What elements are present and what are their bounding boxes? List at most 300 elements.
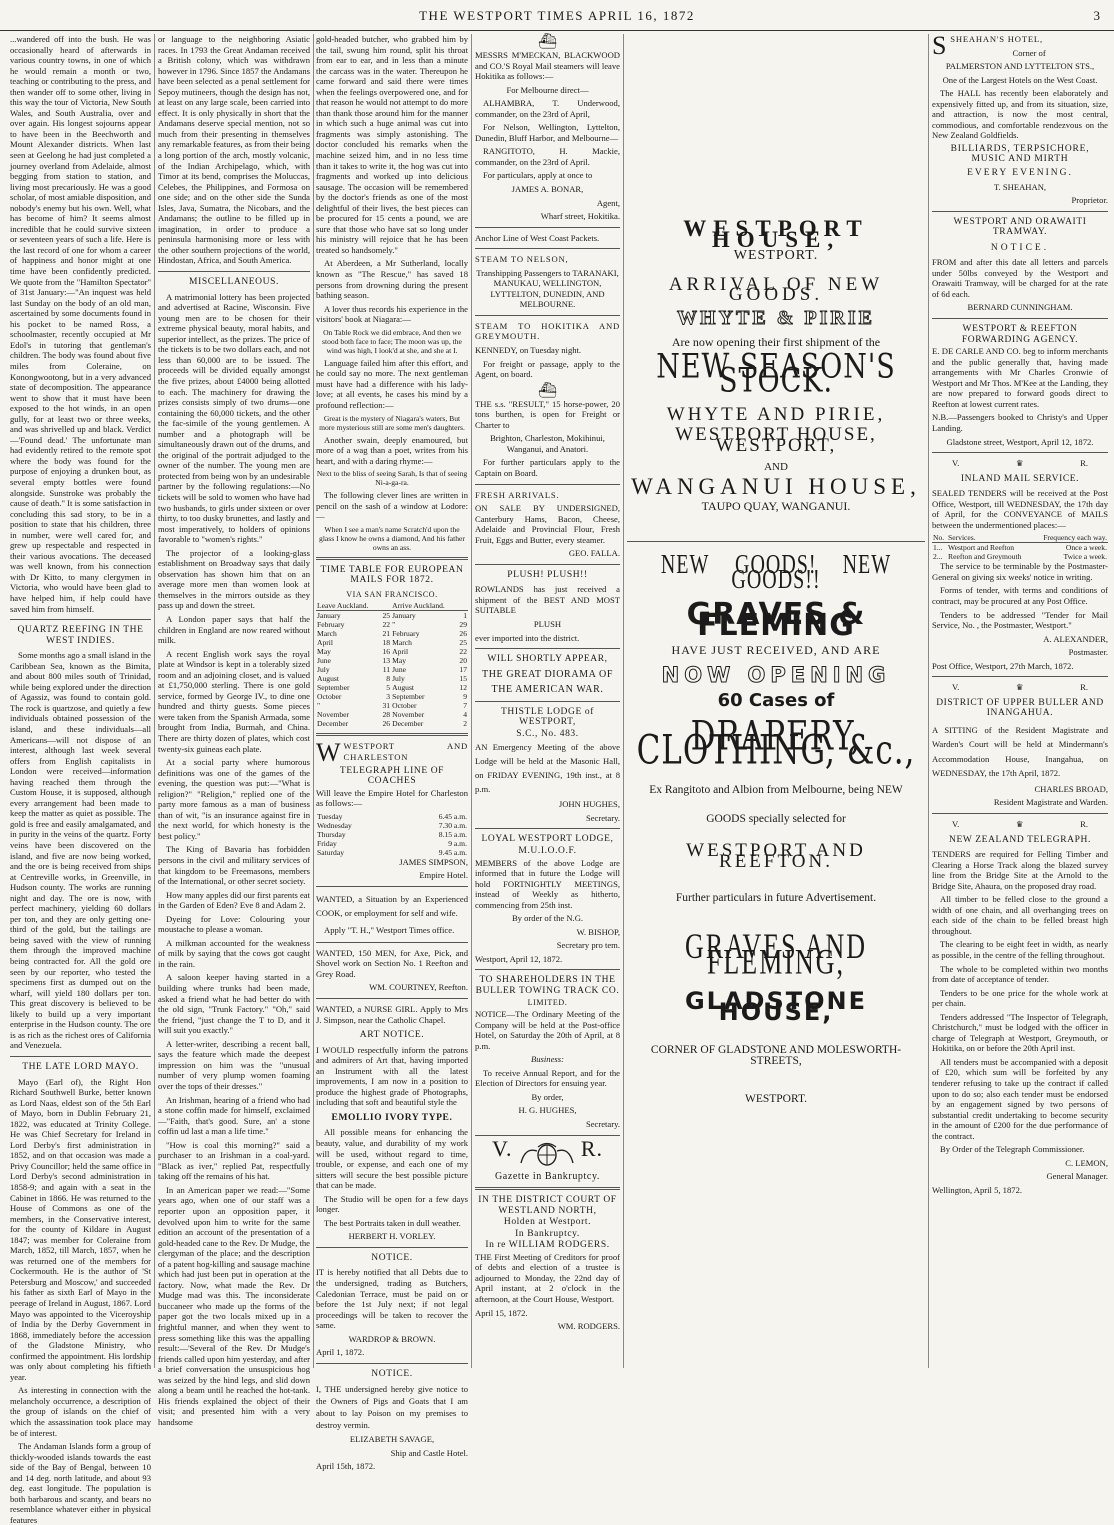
mail-service-cell: Once a week.: [1065, 543, 1107, 553]
hotel-proprietor: Proprietor.: [1071, 195, 1108, 206]
timetable-cell: 25: [382, 611, 391, 621]
masthead: [0, 0, 1114, 31]
westport-house-subtitle: WESTPORT.: [733, 248, 819, 264]
telegraph-by: By Order of the Telegraph Commissioner.: [940, 1144, 1085, 1155]
tramway-signature: BERNARD CUNNINGHAM.: [967, 302, 1073, 313]
towing-by: By order,: [531, 1091, 564, 1102]
article-paragraph: Dyeing for Love: Colouring your moustache to please a woman.: [158, 913, 310, 935]
loyal-lodge-signature: W. BISHOP,: [576, 926, 620, 937]
mail-service-cell: 2...: [933, 552, 943, 562]
crest-icon: ♛: [1015, 818, 1024, 829]
timetable-row: [316, 665, 468, 674]
steamer-ad-line: RANGITOTO, H. Mackie, commander, on the 23rd of April.: [475, 146, 620, 167]
towing-limited: LIMITED.: [527, 997, 568, 1007]
coach-cell: Thursday: [317, 829, 346, 839]
steamer-ad: MESSRS M'MECKAN, BLACKWOOD and CO.'S Royal Mail steamers will leave Hokitika as follows:—: [475, 50, 620, 82]
article-paragraph: gold-headed butcher, who grabbed him by the tail, swung him round, split his throat from ear to ear, and in less than a minute the carcass was in the water. Thereupon he came forward and said there were times when the feelings overpowered one, and for that reason he would not attempt to do more than thank those around him for the manner in which such a huge animal was cut into fragments was simply astonishing. The doctor concluded his remarks when the machine seized him, and in no less time than it takes to write it, the hog was cut into fragments and worked up into delicious sausage. The occasion will be remembered by the doctor's friends as one of the most delightful of their lives, the best pieces can be procured for 15 cents a pound, we are sure that those who have sat so long under his ministry will rejoice that he has been treated so handsomely.": [316, 34, 468, 255]
new-season-stock: NEW SEASON'S STOCK.: [656, 347, 896, 400]
graves-fleming-name: GRAVES AND FLEMING,: [684, 925, 868, 982]
timetable-row: [316, 719, 468, 728]
hotel-signature: T. SHEAHAN,: [993, 181, 1047, 192]
royal-cipher: V. ♛ R.: [952, 458, 1088, 469]
divider: [932, 318, 1108, 319]
column-rule: [154, 34, 155, 1368]
mail-service-cell: Twice a week.: [1063, 552, 1107, 562]
divider: [475, 701, 620, 702]
mail-service-row: [932, 552, 1108, 561]
divider: [475, 315, 620, 316]
timetable-cell: 22: [459, 647, 467, 657]
timetable-title: TIME TABLE FOR EUROPEAN MAILS FOR 1872.: [320, 564, 464, 586]
plush-word: PLUSH: [533, 618, 562, 629]
article-paragraph: A saloon keeper having started in a building where trunks had been made, asked a friend what he had better do with the old sign, "Trunk Factory." "Oh," said the friend, "just change the T to D, and it will suit you exactly.": [158, 972, 310, 1036]
timetable-row: [316, 692, 468, 701]
coach-row: [316, 848, 468, 857]
timetable-cell: June: [317, 656, 331, 666]
coach-row: [316, 839, 468, 848]
coach-row: [316, 821, 468, 830]
steam-ad-title: STEAM TO NELSON,: [475, 254, 569, 265]
new-goods-headline: NEW GOODS! NEW GOODS!!: [660, 550, 892, 595]
loyal-lodge-subtitle: M.U.I.O.O.F.: [518, 845, 577, 856]
cases-text: 60 Cases of: [717, 690, 835, 712]
steam-ad-body: For freight or passage, apply to the Agent, on board.: [475, 358, 620, 380]
timetable-cell: 16: [382, 647, 391, 657]
page-number: 3: [1093, 8, 1100, 23]
column-3: [316, 34, 468, 1472]
loyal-lodge-body: MEMBERS of the above Lodge are informed that in future the Lodge will hold FORTNIGHTLY MEETINGS, instead of Weekly as hitherto, commencing from 25th inst.: [475, 857, 620, 910]
telegraph-body: Tenders addressed "The Inspector of Telegraph, Christchurch," must be lodged with the officer in charge of Telegraph at Westport, Greymouth, or Hokitika, on or before the 20th April inst.: [932, 1011, 1108, 1054]
timetable-cell: July: [392, 674, 405, 684]
divider: [316, 733, 468, 736]
selected-text: GOODS specially selected for: [706, 812, 846, 825]
steamship-icon: ⛴: [537, 34, 558, 50]
diorama-title: THE GREAT DIORAMA OF: [482, 668, 613, 680]
timetable-cell: 3: [386, 692, 391, 702]
divider: [475, 248, 620, 249]
timetable-cell: 25: [459, 638, 467, 648]
crest-icon: [515, 1141, 579, 1167]
art-signature: HERBERT H. VORLEY.: [348, 1231, 436, 1242]
coach-intro: Will leave the Empire Hotel for Charleston as follows:—: [316, 787, 468, 809]
steamship-icon: ⛴: [537, 382, 558, 399]
telegraph-manager: General Manager.: [1046, 1171, 1108, 1182]
westport-house-title: WESTPORT HOUSE,: [683, 216, 869, 252]
timetable-cell: 12: [459, 683, 467, 693]
timetable-row: [316, 638, 468, 647]
coach-cell: Friday: [317, 838, 337, 848]
towing-signature: H. G. HUGHES,: [518, 1105, 577, 1116]
timetable-cell: February: [317, 620, 345, 630]
wanted-ad-signature: WM. COURTNEY, Reefton.: [369, 982, 468, 993]
royal-cipher: V. ♛ R.: [952, 682, 1088, 693]
notice-date: April 15th, 1872.: [316, 1461, 376, 1472]
poem: Next to the bliss of seeing Sarah, Is that of seeing Ni-a-ga-ra.: [316, 469, 468, 488]
towing-business: Business:: [531, 1054, 564, 1065]
timetable-row: [316, 683, 468, 692]
timetable-cell: 7: [463, 701, 467, 711]
timetable-cell: 31: [382, 701, 391, 711]
loyal-lodge-date: Westport, April 12, 1872.: [475, 953, 563, 964]
art-notice: The Studio will be open for a few days longer.: [316, 1193, 468, 1215]
gazette-title: Gazette in Bankruptcy.: [494, 1170, 601, 1182]
court-case: In re WILLIAM RODGERS.: [485, 1240, 610, 1251]
district-signature: CHARLES BROAD,: [1034, 783, 1108, 794]
coach-schedule: [316, 812, 468, 857]
district-magistrate: Resident Magistrate and Warden.: [993, 797, 1108, 808]
coach-cell: 7.30 a.m.: [438, 820, 467, 830]
and-text: AND: [764, 460, 788, 473]
article-paragraph: The projector of a looking-glass establishment on Broadway says that daily observation has shown him that on an average more men than women look at themselves in the mirrors outside as they pass up and down the street.: [158, 547, 310, 611]
timetable-cell: 1: [463, 611, 467, 621]
court-body: THE First Meeting of Creditors for proof of debts and election of a trustee is adjourned to Monday, the 22nd day of April instant, at 2 o'clock in the afternoon, at the Court House, Westport.: [475, 1251, 620, 1305]
steamer-agent-title: Agent,: [596, 197, 620, 208]
loyal-lodge-title: LOYAL WESTPORT LODGE,: [481, 834, 614, 845]
mail-address: Post Office, Westport, 27th March, 1872.: [932, 660, 1074, 671]
wanted-ad-contact: Apply "T. H.," Westport Times office.: [324, 924, 455, 935]
timetable-cell: ": [392, 620, 396, 630]
steamer-agent-address: Wharf street, Hokitika.: [540, 211, 620, 222]
telegraph-signature: C. LEMON,: [1065, 1157, 1108, 1168]
hotel-every-evening: EVERY EVENING.: [967, 168, 1073, 179]
timetable-row: [316, 629, 468, 638]
timetable-cell: April: [392, 647, 409, 657]
column-6: [932, 31, 1108, 1368]
column-rule: [313, 34, 314, 1368]
timetable-row: [316, 620, 468, 629]
mail-service-cell: 1...: [933, 543, 943, 553]
timetable-cell: October: [317, 692, 342, 702]
anchor-line: Anchor Line of West Coast Packets.: [475, 232, 600, 243]
timetable-row: [316, 710, 468, 719]
crest-icon: ♛: [1015, 458, 1024, 469]
divider: [475, 564, 620, 565]
divider: [932, 676, 1108, 677]
divider: [316, 557, 468, 560]
timetable-cell: October: [392, 701, 417, 711]
diorama-announce: WILL SHORTLY APPEAR,: [487, 654, 608, 665]
crest-icon: ♛: [1015, 682, 1024, 693]
steamer-ad-line: For particulars, apply at once to: [483, 170, 593, 181]
steam-ad-body: KENNEDY, on Tuesday night.: [475, 345, 582, 356]
art-notice: I WOULD respectfully inform the patrons and admirers of Art that, having imported an Instrument with all the latest improvements, I am now in a position to produce the highest grade of Photographs, including that soft and beautiful style the: [316, 1044, 468, 1108]
timetable-cell: August: [392, 683, 415, 693]
timetable-cell: 15: [459, 674, 467, 684]
mail-services-table: No. Services. Frequency each way. 1... Westport and Reefton Once a week. 2... Reefton and Greymouth Twice a week.: [933, 533, 1107, 562]
arrival-headline: ARRIVAL OF NEW GOODS.: [668, 273, 884, 306]
telegraph-date: Wellington, April 5, 1872.: [932, 1184, 1023, 1195]
mail-service-cell: Reefton and Greymouth: [948, 552, 1022, 562]
notice-body: IT is hereby notified that all Debts due to the undersigned, trading as Butchers, Caledonian Terrace, must be paid on or before the 1st July next; if not legal proceedings will be taken to recover the same.: [316, 1267, 468, 1331]
timetable-cell: 18: [382, 638, 391, 648]
column-rule: [928, 34, 929, 1368]
mail-service-cell: Westport and Reefton: [948, 543, 1015, 553]
further-particulars: Further particulars in future Advertisement.: [675, 892, 877, 905]
divider: [158, 271, 310, 272]
towing-body: NOTICE—The Ordinary Meeting of the Company will be held at the Post-office Hotel, on Saturday the 20th of April, at 8 p.m.: [475, 1009, 620, 1051]
notice-body: I, THE undersigned hereby give notice to the Owners of Pigs and Goats that I am about to lay Poison on my premises to destroy vermin.: [316, 1384, 468, 1431]
hotel-title: SSHEAHAN'S HOTEL,: [932, 31, 1043, 60]
court-subtitle: Holden at Westport.: [503, 1217, 592, 1228]
timetable-cell: 8: [386, 674, 391, 684]
timetable-cell: July: [317, 665, 330, 675]
ex-steamers-text: Ex Rangitoto and Albion from Melbourne, being NEW: [649, 784, 903, 797]
telegraph-body: TENDERS are required for Felling Timber and Clearing a Horse Track along the blazed survey line from the Bridge Site at the Arnold to the Bridge Site, Ahaura, on the proposed dray road.: [932, 849, 1108, 891]
timetable-cell: December: [392, 719, 424, 729]
wanganui-house: WANGANUI HOUSE,: [631, 474, 921, 500]
lodge-signature: JOHN HUGHES,: [558, 799, 620, 810]
lodge-body: AN Emergency Meeting of the above Lodge will be held at the Masonic Hall, on FRIDAY EVENING, 19th inst., at 8 p.m.: [475, 742, 620, 795]
timetable-cell: 20: [459, 656, 467, 666]
westport-town: WESTPORT.: [744, 1093, 808, 1106]
wanted-ad: WANTED, a NURSE GIRL. Apply to Mrs J. Simpson, near the Catholic Chapel.: [316, 1003, 468, 1025]
hotel-body: The HALL has recently been elaborately and expensively fitted up, and from its situation, size, and attraction, is now the most central, commodious, and comfortable rendezvous on the New Zealand Goldfields.: [932, 88, 1108, 141]
timetable-cell: March: [317, 629, 337, 639]
timetable-cell: August: [317, 674, 339, 684]
wanted-ad: WANTED, 150 MEN, for Axe, Pick, and Shovel work on Section No. 1 Reefton and Grey Road.: [316, 947, 468, 979]
blank-space: [627, 34, 925, 224]
article-paragraph: A matrimonial lottery has been projected and advertised at Racine, Wisconsin. Five young men are to be chosen for their extreme physical beauty, moral habits, and superior intellect, as the prizes. The price of the tickets is to be two dollars each, and not less than 60,000 are to be issued. The proceeds will be divided equally amongst the five prizes, about £4000 being allotted to each. The machinery for drawing the prizes consists simply of two drums—one containing the 60,000 tickets, and the other the fac-simile of the young gentlemen. A number and a photograph will be simultaneously drawn out of the drums, and the original of the portrait adjudged to the owner of the number. The young men are protected from being won by an undesirable partner by the following regulations:—No tickets will be sold to women who have had two husbands, to girls under sixteen or over thirty, to too dusky brunettes, and lastly and most imperatively, to holders of opinions favorable to "women's rights.": [158, 291, 310, 545]
article-headline: THE LATE LORD MAYO.: [22, 1061, 139, 1072]
royal-arms: [475, 1135, 620, 1167]
whyte-pirie-name: WHYTE AND PIRIE,: [666, 403, 886, 425]
tramway-notice: NOTICE.: [990, 242, 1050, 253]
court-title: IN THE DISTRICT COURT OF WESTLAND NORTH,: [478, 1195, 617, 1216]
article-paragraph: The Andaman Islands form a group of thickly-wooded islands towards the east side of the Bay of Bengal, between 10 and 14 deg. north latitude, and about 93 deg. east longitude. The population is both barbarous and scanty, and bears no resemblance whatever either in physical features: [10, 1441, 151, 1525]
telegraph-body: The whole to be completed within two months from date of acceptance of tender.: [932, 963, 1108, 985]
poem: Great is the mystery of Niagara's waters, But more mysterious still are some men's daughters.: [319, 413, 465, 432]
article-paragraph: Another swain, deeply enamoured, but more of a wag than a poet, writes from his heart, and with a daring rhyme:—: [316, 434, 468, 466]
article-paragraph: In an American paper we read:—"Some years ago, when one of our staff was a reporter upon an opposition paper, it devolved upon him to write for the same edition an account of the presentation of a gold-headed cane to the Rev. Dr Mudge, the clergyman of the place; and the description of a patent hog-killing and sausage machine which had just been put in operation at the factory. Now, what made the Rev. Dr Mudge mad was this. The inconsiderate buccaneer who made up the forms of the paper got the two locals mixed up in a frightful manner, and when they went to press something like this was the appalling result:—'Several of the Rev. Dr Mudge's friends called upon him yesterday, and after a brief conversation the unsuspicious hog was seized by the hind legs, and slid down along a beam until he reached the hot-tank. His friends explained the object of their visit; and presented him with a very handsome: [158, 1184, 310, 1427]
hotel-entertainment: BILLIARDS, TERPSICHORE, MUSIC AND MIRTH: [950, 143, 1090, 165]
coach-cell: 9.45 a.m.: [438, 847, 467, 857]
shipment-text: Are now opening their first shipment of the: [671, 335, 881, 350]
divider: [316, 1247, 468, 1248]
column-rule: [623, 34, 624, 1368]
timetable-cell: 2: [463, 719, 467, 729]
article-paragraph: A milkman accounted for the weakness of milk by saying that the cows got caught in the rain.: [158, 937, 310, 969]
steamer-ad-line: ALHAMBRA, T. Underwood, commander, on the 23rd of April,: [475, 98, 620, 119]
timetable-cell: 4: [463, 710, 467, 720]
coach-cell: Wednesday: [317, 820, 352, 830]
timetable-cell: 28: [382, 710, 391, 720]
district-title: DISTRICT OF UPPER BULLER AND INANGAHUA.: [936, 697, 1104, 719]
telegraph-body: All tenders must be accompanied with a deposit of £20, which sum will be forfeited by any tenderer refusing to take up the contract if called upon to do so; also each tender must be endorsed by an engagement signed by two persons of substantial credit undertaking to become security in the amount of £200 for the due performance of the contract.: [932, 1056, 1108, 1141]
result-ad-contact: For further particulars apply to the Captain on Board.: [475, 457, 620, 478]
article-paragraph: At Aberdeen, a Mr Sutherland, locally known as "The Rescue," has saved 18 persons from drowning during the present bathing season.: [316, 258, 468, 301]
westport-reefton: WESTPORT AND REEFTON.: [686, 840, 866, 872]
coach-cell: Tuesday: [317, 811, 343, 821]
timetable-cell: November: [392, 710, 425, 720]
mail-body: The service to be terminable by the Postmaster-General on giving six weeks' notice in writing.: [932, 561, 1108, 582]
tramway-body: FROM and after this date all letters and parcels under 50lbs conveyed by the Westport and Orawaiti Tramway, will be charged for at the rate of 6d each.: [932, 257, 1108, 299]
diorama-title: THE AMERICAN WAR.: [491, 684, 604, 696]
art-notice-title: ART NOTICE.: [359, 1030, 425, 1041]
article-paragraph: A lover thus records his experience in the visitors' book at Niagara:—: [316, 303, 468, 325]
divider: [932, 452, 1108, 453]
timetable-cell: 29: [459, 620, 467, 630]
divider: [475, 969, 620, 970]
fresh-title: FRESH ARRIVALS.: [475, 489, 560, 500]
timetable-row: [316, 656, 468, 665]
article-paragraph: ...wandered off into the bush. He was occasionally heard of afterwards in various country towns, in one of which he would remain a month or two, teaching or contributing to the press, and then wander off to some other, living in this way the tour of Victoria, New South Wales, and South Australia, over and over again. His longest sojourns appear to have been in the Beechworth and Mount Alexander districts. When last seen at Geelong he had just completed a journey overland from Adelaide, almost begging from station to station, and living most precariously. He was a good scholar, of most amiable disposition, and nobody's enemy but his own. Well, what has become of him? It seems almost incredible that he could survive sixteen or seventeen years of such a life. Here is the last record of one for whom a career of happiness and honor might at one time have been confidently predicted. We quote from the "Hamilton Spectator" of 31st January:—"An inquest was held last Sunday on the body of an old man, ascertained by some documents found in his pocket to be named Ross, a schoolmaster, recently occupied at Mr Edol's in tutoring that gentleman's children. The body was found about five miles from Coleraine, on Konongwootong, but in a very advanced state of decomposition. The appearance went to show that it must have been exposed to the hot winds, in an open gully, for at least two or three weeks, and was shrivelled up and black. Verdict—'Found dead.' The unfortunate man had evidently retired to the remote spot where the body was found for the purpose of enjoying a drunken bout, as several empty bottles were found alongside. Sunstroke was probably the cause of death." It is some satisfaction in concluding this sad story, to be in a position to state that his children, three in number, were well cared for, and grew up respectable and respected in their various avocations. The deceased was well known, from his connection with Dr Kitto, to many clergymen in Victoria, who would have been glad to have helped him, if help could have saved him from himself.: [10, 34, 151, 614]
telegraph-body: The clearing to be eight feet in width, as nearly as possible, in the centre of the felling throughout.: [932, 939, 1108, 960]
divider: [316, 886, 468, 887]
hotel-tagline: One of the Largest Hotels on the West Coast.: [942, 74, 1098, 85]
lodge-secretary: Secretary.: [585, 812, 620, 823]
timetable-row: [316, 674, 468, 683]
art-notice: All possible means for enhancing the beauty, value, and durability of my work will be used, without regard to time, trouble, or expense, and each one of my sitters will secure the best possible picture that can be made.: [316, 1127, 468, 1191]
forwarding-address: Gladstone street, Westport, April 12, 1872.: [946, 436, 1094, 447]
wanted-ad: WANTED, a Situation by an Experienced COOK, or employment for self and wife.: [316, 893, 468, 918]
divider: [475, 1187, 620, 1190]
section-headline: MISCELLANEOUS.: [189, 277, 279, 288]
corner-address: CORNER OF GLADSTONE AND MOLESWORTH-STREETS,: [650, 1044, 902, 1067]
timetable-via: VIA SAN FRANCISCO.: [346, 589, 438, 599]
art-notice: The best Portraits taken in dull weather.: [324, 1217, 461, 1228]
coach-row: [316, 830, 468, 839]
telegraph-body: Tenders to be one price for the whole work at per chain.: [932, 987, 1108, 1009]
telegraph-title: NEW ZEALAND TELEGRAPH.: [949, 834, 1091, 845]
article-paragraph: As interesting in connection with the melancholy occurrence, a description of the group of islands on the chief of which the assassination took place may be of interest.: [10, 1385, 151, 1438]
timetable-cell: 11: [382, 665, 391, 675]
divider: [10, 1056, 151, 1057]
column-rule: [471, 34, 472, 1368]
timetable-cell: 21: [382, 629, 391, 639]
coach-cell: Saturday: [317, 847, 344, 857]
divider: [475, 828, 620, 829]
timetable-header: Leave Auckland.: [316, 601, 391, 611]
timetable-cell: November: [317, 710, 350, 720]
column-4: [475, 34, 620, 1368]
steamer-agent: JAMES A. BONAR,: [511, 184, 584, 195]
graves-fleming-title: GRAVES & FLEMING: [686, 597, 866, 643]
timetable-cell: 17: [459, 665, 467, 675]
timetable-row: [316, 611, 468, 621]
notice-signature: ELIZABETH SAVAGE,: [349, 1434, 435, 1445]
article-paragraph: A recent English work says the royal plate at Windsor is kept in a tolerably sized room and an adjoining closet, and is valued at £1,750,000 sterling. There is one gold service, formed by George IV., to dine one hundred and thirty guests. Some pieces were taken from the Spanish Armada, some brought from India, Burmah, and China. There are thirty dozen of plates, which cost twenty-six guineas each plate.: [158, 648, 310, 754]
coach-signature-place: Empire Hotel.: [419, 870, 468, 881]
timetable-row: [316, 647, 468, 656]
article-paragraph: A letter-writer, describing a recent ball, says the feature which made the deepest impression on him was the "unusual number of very plump women foaming over the tops of their dresses.": [158, 1038, 310, 1091]
coach-signature: JAMES SIMPSON,: [399, 856, 468, 867]
westport-house-address: WESTPORT HOUSE, WESTPORT,: [675, 424, 877, 457]
newspaper-title: THE WESTPORT TIMES APRIL 16, 1872: [419, 8, 695, 23]
divider: [932, 211, 1108, 212]
drapery-clothing: DRAPERY, CLOTHING, &c.,: [636, 712, 916, 774]
result-ad-ports: Brighton, Charleston, Mokihinui, Wanganui, and Anatori.: [490, 433, 605, 454]
royal-cipher: V. ♛ R.: [952, 818, 1088, 829]
now-opening: NOW OPENING: [661, 662, 891, 687]
poem: On Table Rock we did embrace, And then we stood both face to face; The moon was up, the wind was high, I look'd at she, and she at I.: [322, 327, 462, 355]
steam-ad-title: STEAM TO HOKITIKA AND GREYMOUTH.: [475, 320, 620, 342]
wanganui-address: TAUPO QUAY, WANGANUI.: [701, 498, 851, 513]
coach-cell: 8.15 a.m.: [438, 829, 467, 839]
timetable-header: Arrive Auckland.: [391, 601, 468, 611]
article-paragraph: Language failed him after this effort, and he could say no more. The next gentleman must have had a difference with his lady-love; at all events, he cases his mind by a profound reflection:—: [316, 357, 468, 410]
plush-body: ROWLANDS has just received a shipment of the BEST AND MOST SUITABLE: [475, 584, 620, 616]
notice-signature: WARDROP & BROWN.: [348, 1333, 436, 1344]
lodge-title: THISTLE LODGE of WESTPORT,: [501, 706, 594, 728]
column-2: [158, 34, 310, 1427]
steamer-ad-line: For Melbourne direct—: [506, 84, 589, 95]
steam-ad-body: Transhipping Passengers to TARANAKI, MANUKAU, WELLINGTON, LYTTELTON, DUNEDIN, AND MELBOURNE.: [476, 267, 619, 310]
article-headline: QUARTZ REEFING IN THE WEST INDIES.: [17, 625, 144, 646]
towing-secretary: Secretary.: [585, 1119, 620, 1130]
article-paragraph: How many apples did our first parents eat in the Garden of Eden? Eve 8 and Adam 2.: [158, 889, 310, 911]
article-paragraph: The King of Bavaria has forbidden persons in the civil and military services of that kingdom to be Freemasons, members of the International, or other secret society.: [158, 844, 310, 887]
towing-body: To receive Annual Report, and for the Election of Directors for ensuing year.: [475, 1067, 620, 1089]
coach-cell: 6.45 a.m.: [438, 811, 467, 821]
fresh-signature: GEO. FALLA.: [568, 548, 620, 559]
divider: [316, 1363, 468, 1364]
timetable-cell: February: [392, 629, 420, 639]
poem: When I see a man's name Scratch'd upon the glass I know he owns a diamond, And his father owns an ass.: [319, 524, 465, 552]
royal-cipher-v: V.: [491, 1135, 513, 1161]
article-paragraph: or language to the neighboring Asiatic races. In 1793 the Great Andaman received a British colony, which was withdrawn however in 1796. Since 1857 the Andamans have been selected as a penal settlement for Sepoy mutineers, though the design has not, at least on any large scale, been carried into effect. It is only physically in short that the Andamans deserve special mention, not so much from their presenting in themselves any remarkable features, as from their being a long portion of the arch, mostly volcanic, of the Indian Archipelago, which, with Timor at its bend, comprises the Moluccas, Celebes, the Philippines, and Formosa on one side; and on the other side the Sunda Isles, Java, Sumatra, the Nicobars, and the Andamans; the outline to be filled up in imagination, in order to produce a peninsula harmonising more or less with the other southern projections of the world, Hindostan, Africa, and South America.: [158, 34, 310, 266]
timetable-cell: March: [392, 638, 412, 648]
loyal-lodge-by: By order of the N.G.: [511, 913, 584, 924]
art-style: EMOLLIO IVORY TYPE.: [331, 1112, 453, 1123]
article-paragraph: A London paper says that half the children in England are now reared without milk.: [158, 613, 310, 646]
divider: [475, 648, 620, 649]
timetable-cell: April: [317, 638, 334, 648]
fresh-body: ON SALE BY UNDERSIGNED, Canterbury Hams, Bacon, Cheese, Adelaide and Provincial Flour, Fresh Fruit, Eggs and Butter, every steamer.: [475, 503, 620, 545]
loyal-lodge-secretary: Secretary pro tem.: [556, 940, 620, 951]
article-paragraph: An Irishman, hearing of a friend who had a stone coffin made for himself, exclaimed—"Faith, that's good. Sure, an' a stone coffin ud last a man a life time.": [158, 1094, 310, 1137]
timetable-cell: 5: [386, 683, 391, 693]
district-body: A SITTING of the Resident Magistrate and Warden's Court will be held at Mindermann's Accommodation House, Inangahua, on WEDNESDAY, the 17th April, 1872.: [932, 724, 1108, 779]
display-advertisements: [627, 34, 925, 1368]
mail-body: SEALED TENDERS will be received at the Post Office, Westport, till WEDNESDAY, the 17th day of April, for the CONVEYANCE of MAILS between the undermentioned places:—: [932, 488, 1108, 530]
telegraph-body: All timber to be felled close to the ground a width of one chain, and all overhanging trees on each side of the chain to be felled breast high throughout.: [932, 894, 1108, 936]
coach-title: WWESTPORT AND CHARLESTON: [316, 738, 468, 768]
timetable-cell: 22: [382, 620, 391, 630]
royal-cipher-r: R.: [580, 1135, 604, 1161]
divider: [932, 813, 1108, 814]
divider: [316, 942, 468, 943]
whyte-pirie-title: WHYTE & PIRIE: [677, 306, 875, 329]
timetable-cell: May: [317, 647, 331, 657]
tramway-title: WESTPORT AND ORAWAITI TRAMWAY.: [953, 216, 1087, 238]
received-text: HAVE JUST RECEIVED, AND ARE: [671, 643, 881, 658]
article-paragraph: Mayo (Earl of), the Right Hon Richard Southwell Burke, better known as Lord Naas, eldest son of the 5th Earl of Mayo, born in Dublin February 21, 1822, was educated at Trinity College. He was Chief Secretary for Ireland in Lord Derby's first administration in 1852, and on that occasion was made a Privy Councillor; held the same office in Lord Derby's second administration in 1858-9; and again with a seat in the Cabinet in 1866. He was returned to the House of Commons as one of the members, in the Conservative interest, for the county of Kildare in August 1847; was member for Coleraine from March, 1852, till March, 1857, when he was returned one of the members for Cockermouth. He is the author of 'St Petersburg and Moscow,' and succeeded his father as sixth Earl of Mayo in the peerage of Ireland in August, 1867. Lord Mayo was appointed to the Viceroyship of India by the Derby Government in 1868, immediately before the accession of the Gladstone Ministry, who confirmed the appointment. His lordship was only about completing his fiftieth year.: [10, 1076, 151, 1382]
article-paragraph: Some months ago a small island in the Caribbean Sea, known as the Bimita, and about 800 miles south of Trinidad, while being explored under the direction of Agassiz, was found to contain gold. The rock is quartzose, and quietly a few individuals obtained possession of the island, and these individuals—all Americans—will not dispose of an interest, although last week several offers from English capitalists in London were received—information having reached them through the Custom House, it is supposed, although every arrangement had been made to keep the matter as quiet as possible. The gold is free and easily amalgamated, and in purity in the veins of the quartz. Forty veins have been discovered on the island, and five are now being worked, and the ore is being received from ships at Centreville works, in Greenville, in Hudson county. The works are running night and day. The ore is now, with perfect machinery, yielding 60 dollars per ton, and they are only getting one-third of the gold, but the tailings are being saved with the view of running them through the improved machine being contracted for. All the gold ore seen by our reporter, who tested the specimens first as dumped out on the wharf, will yield 180 dollars per ton. This great discovery is believed to be likely to build up a very important enterprise in the Hudson county. The ore is as rich as the richest ores of California and Venezuela.: [10, 650, 151, 1051]
article-paragraph: At a social party where humorous definitions was one of the games of the evening, the question was put:—"What is religion?" "Religion," replied one of the party more famous as a man of business than of wit, "is an insurance against fire in the next world, for which honesty is the best policy.": [158, 757, 310, 841]
timetable-cell: December: [317, 719, 349, 729]
forwarding-title: WESTPORT & REEFTON FORWARDING AGENCY.: [961, 324, 1079, 345]
timetable-cell: June: [392, 665, 407, 675]
court-date: April 15, 1872.: [475, 1307, 528, 1318]
mail-service-row: [932, 543, 1108, 553]
plush-title: PLUSH! PLUSH!!: [507, 569, 588, 580]
court-bankruptcy: In Bankruptcy.: [515, 1228, 580, 1239]
hotel-corner: Corner of: [1012, 47, 1046, 58]
notice-date: April 1, 1872.: [316, 1347, 365, 1358]
divider: [316, 998, 468, 999]
result-ad: THE s.s. "RESULT," 15 horse-power, 20 tons burthen, is open for Freight or Charter to: [475, 398, 620, 430]
divider: [10, 619, 151, 620]
gladstone-house: GLADSTONE HOUSE,: [684, 986, 868, 1026]
timetable-cell: May: [392, 656, 407, 666]
article-paragraph: The following clever lines are written in pencil on the sash of a window at Lodore:—: [316, 490, 468, 522]
divider: [475, 484, 620, 485]
lodge-number: S.C., No. 483.: [516, 728, 579, 739]
timetable-row: [316, 701, 468, 710]
timetable-cell: January: [392, 611, 416, 621]
timetable-cell: 26: [382, 719, 391, 729]
forwarding-body: E. DE CARLE AND CO. beg to inform merchants and the public generally that, having made arrangements with Mr Charles Cronwie of Westport and Mr Thos. M'Kee at the Landing, they are now prepared to forward goods direct to Reefton at lowest current rates.: [932, 346, 1108, 409]
